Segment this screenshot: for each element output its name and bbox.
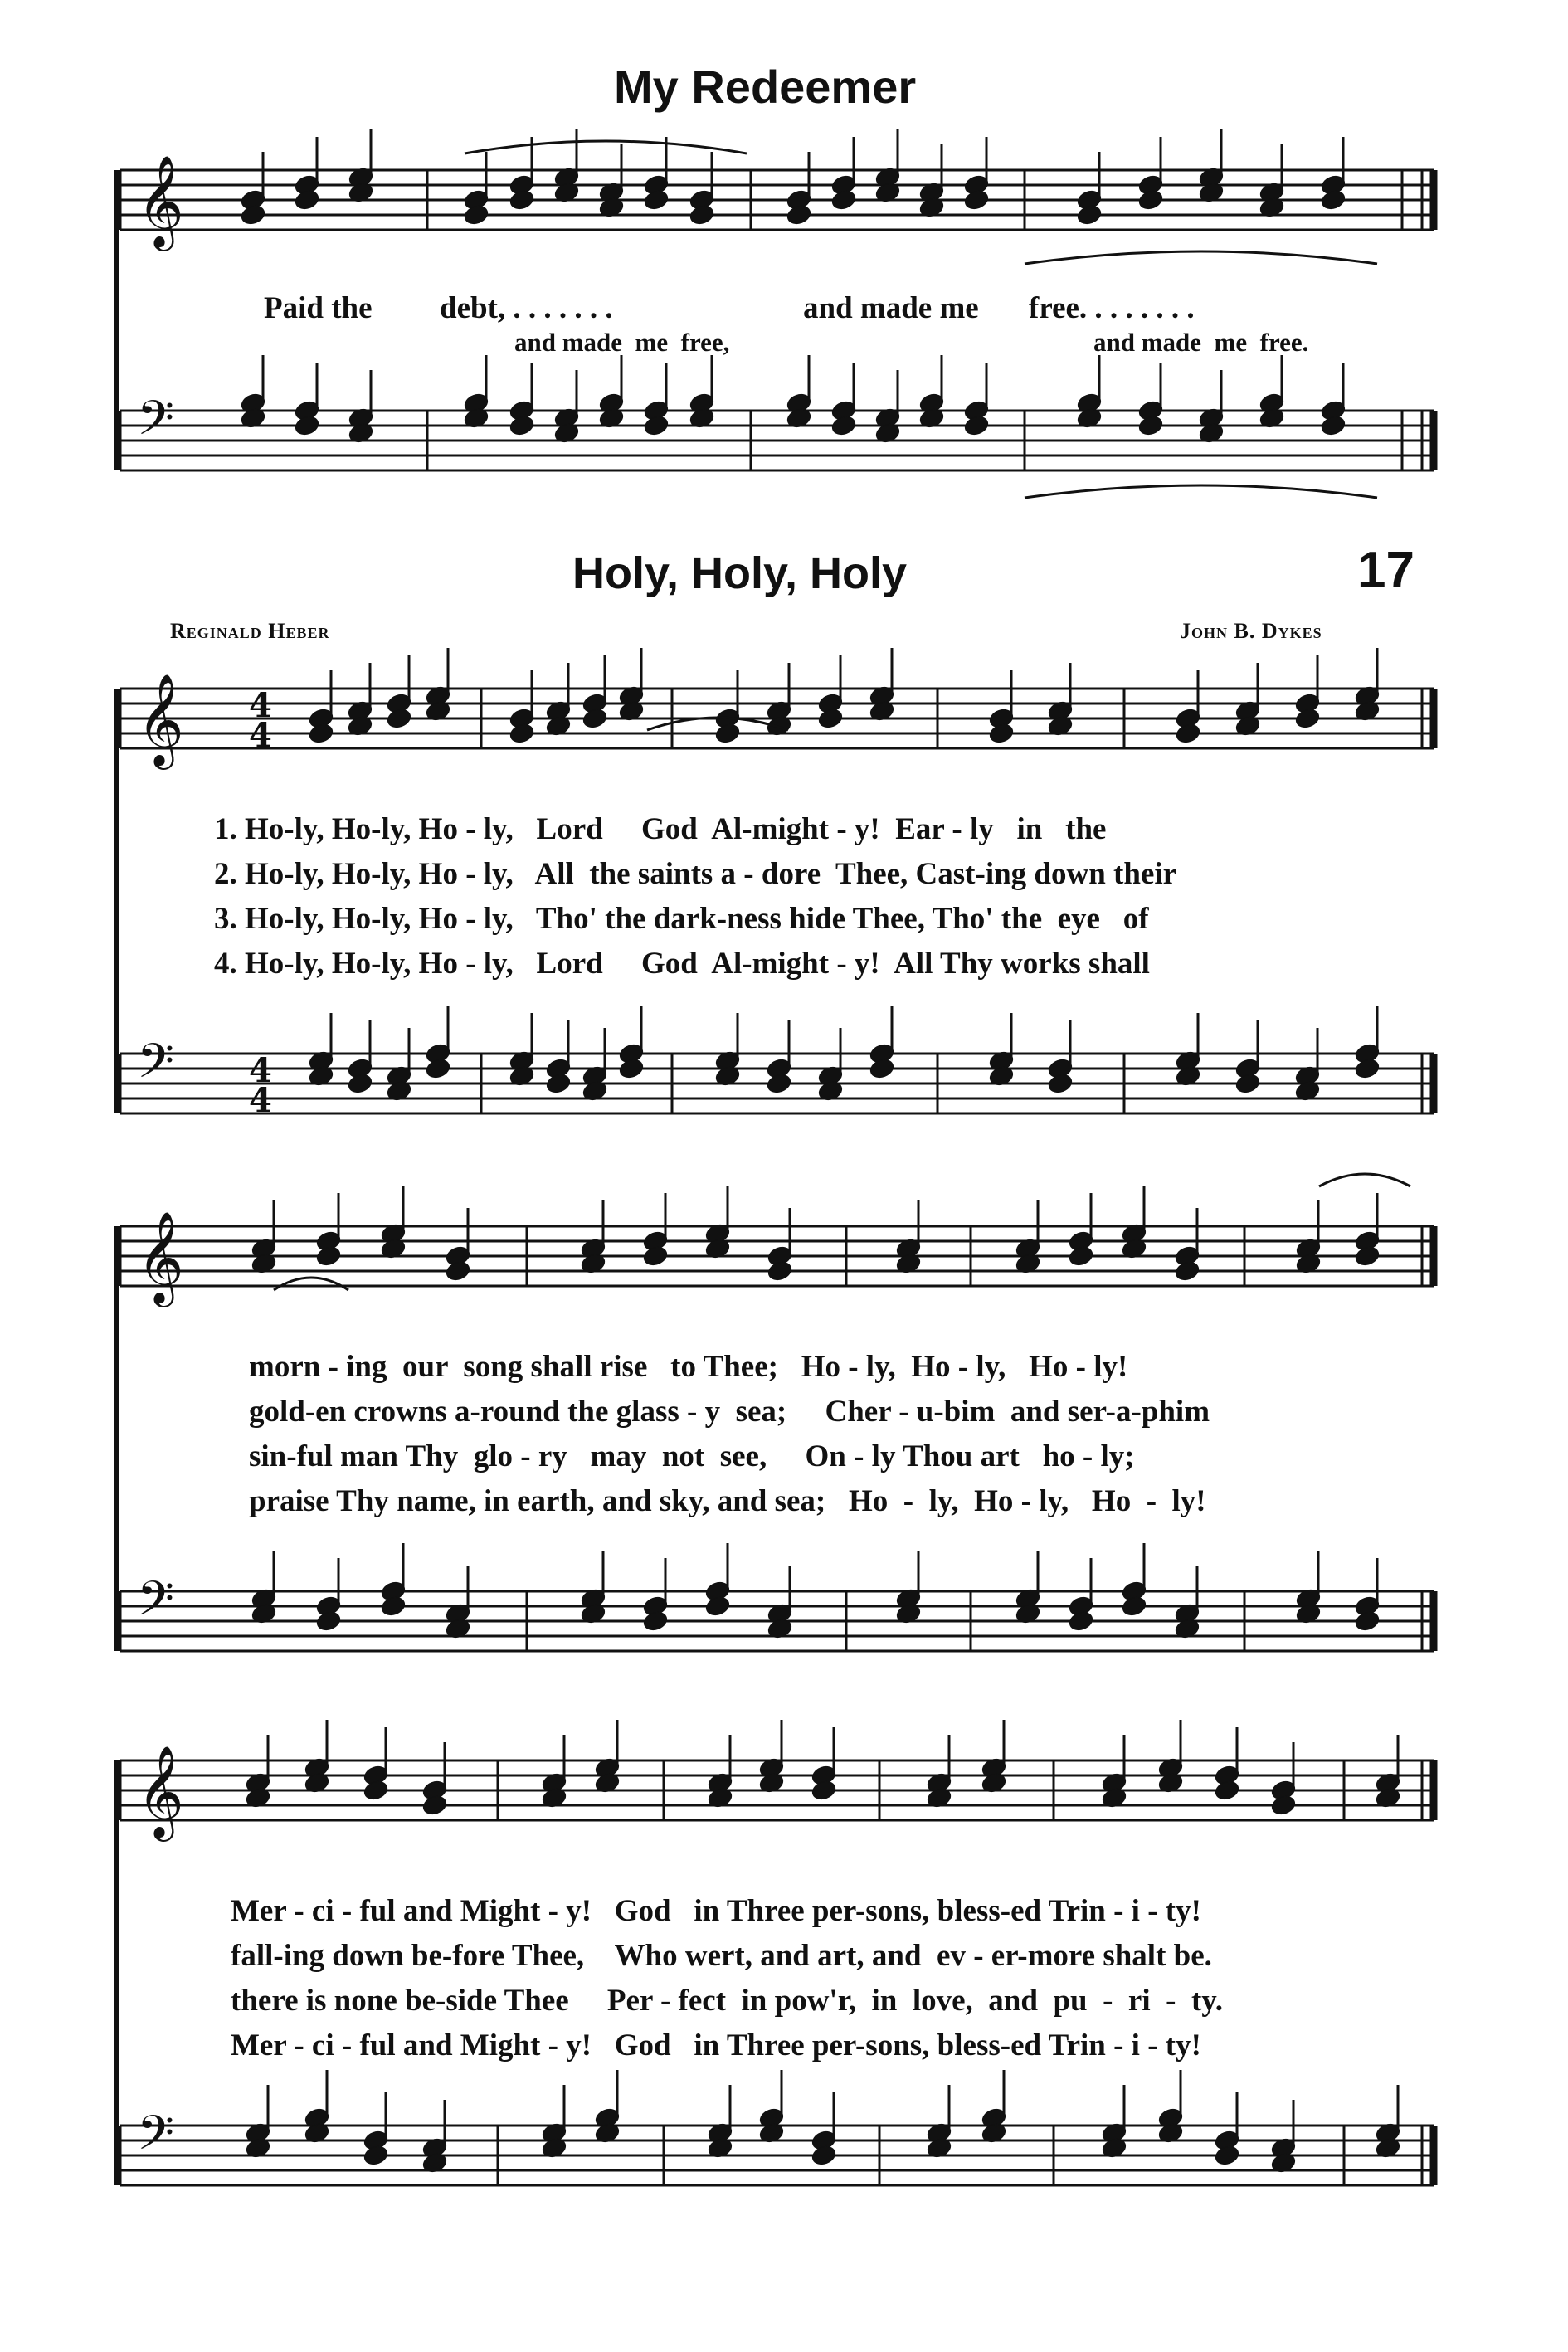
clefs [137, 154, 272, 2173]
verse2-line2: gold-en crowns a-round the glass - y sea; Cher - u-bim and ser-a-phim [249, 1395, 1210, 1429]
lyric-my-redeemer-3: and made me [803, 291, 979, 325]
tie-slur [274, 1278, 348, 1290]
treble-clef-icon: 𝄞 [137, 673, 184, 766]
lyric-my-redeemer-echo-1: and made me free, [514, 328, 730, 357]
hymn-number: 17 [1357, 542, 1415, 599]
verse3-line2: sin-ful man Thy glo - ry may not see, On - ly Thou art ho - ly; [249, 1439, 1135, 1473]
bass-clef-icon: 𝄢 [137, 2105, 175, 2173]
bass-clef-icon: 𝄢 [137, 1033, 175, 1101]
notes [239, 129, 1410, 2174]
verse4-line2: praise Thy name, in earth, and sky, and sea; Ho - ly, Ho - ly, Ho - ly! [249, 1484, 1206, 1518]
bass-clef-icon: 𝄢 [137, 1570, 175, 1639]
lyricist-credit: Reginald Heber [170, 619, 330, 643]
lyric-my-redeemer-2: debt, . . . . . . . [440, 291, 613, 325]
hymn-title-holy-holy-holy: Holy, Holy, Holy [572, 548, 908, 598]
verse3-line3: there is none be-side Thee Per - fect in pow'r, in love, and pu - ri - ty. [231, 1984, 1223, 2018]
hymn-title-my-redeemer: My Redeemer [614, 61, 917, 113]
time-signature: 4 [249, 716, 272, 755]
verse1-line1: 1. Ho-ly, Ho-ly, Ho - ly, Lord God Al-might - y! Ear - ly in the [214, 812, 1107, 846]
treble-clef-icon: 𝄞 [137, 1210, 184, 1303]
bass-clef-icon: 𝄢 [137, 390, 175, 458]
staff-lines [120, 170, 1434, 2185]
verse3-line1: 3. Ho-ly, Ho-ly, Ho - ly, Tho' the dark-ness hide Thee, Tho' the eye of [214, 902, 1149, 936]
lyric-my-redeemer-echo-2: and made me free. [1093, 328, 1309, 357]
verse4-line3: Mer - ci - ful and Might - y! God in Three per-sons, bless-ed Trin - i - ty! [231, 2028, 1201, 2062]
verse2-line1: 2. Ho-ly, Ho-ly, Ho - ly, All the saints a - dore Thee, Cast-ing down their [214, 857, 1177, 891]
tie-slur [1025, 251, 1377, 264]
verse1-line3: Mer - ci - ful and Might - y! God in Three per-sons, bless-ed Trin - i - ty! [231, 1894, 1201, 1928]
time-signature: 4 [249, 1081, 272, 1120]
tie-slur [465, 141, 747, 153]
lyric-my-redeemer-4: free. . . . . . . . [1029, 291, 1195, 325]
lyric-my-redeemer-1: Paid the [264, 291, 373, 325]
time-signature: 4 [249, 686, 272, 725]
verse1-line2: morn - ing our song shall rise to Thee; Ho - ly, Ho - ly, Ho - ly! [249, 1350, 1128, 1384]
verse2-line3: fall-ing down be-fore Thee, Who wert, and art, and ev - er-more shalt be. [231, 1939, 1212, 1973]
tie-slur [1025, 485, 1377, 498]
tie-slur [1319, 1174, 1410, 1186]
barlines [116, 170, 1434, 2185]
verse4-line1: 4. Ho-ly, Ho-ly, Ho - ly, Lord God Al-might - y! All Thy works shall [214, 947, 1150, 981]
time-signature: 4 [249, 1051, 272, 1090]
treble-clef-icon: 𝄞 [137, 1745, 184, 1838]
composer-credit: John B. Dykes [1180, 619, 1322, 643]
treble-clef-icon: 𝄞 [137, 154, 184, 247]
